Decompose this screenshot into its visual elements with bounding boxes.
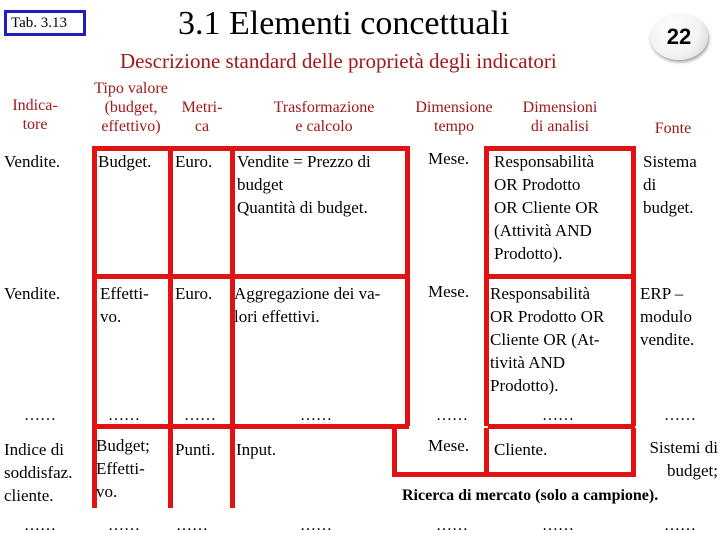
ellipsis: …… [108, 517, 140, 534]
vertical-rule [484, 146, 489, 426]
row1-metrica: Euro. [175, 152, 213, 171]
row1-analisi: Responsabilità OR Prodotto OR Cliente OR (Attività AND Prodotto). [494, 152, 599, 263]
ellipsis: …… [184, 407, 216, 424]
row1-fonte: Sistema di budget. [643, 152, 697, 217]
ellipsis: …… [542, 517, 574, 534]
vertical-rule [405, 146, 410, 426]
row2-metrica: Euro. [175, 284, 213, 303]
row3-fonte-extended: Ricerca di mercato (solo a campione). [402, 487, 659, 504]
ellipsis: …… [24, 517, 56, 534]
ellipsis: …… [664, 407, 696, 424]
row3-trasformazione: Input. [236, 440, 277, 459]
row1-tipo: Budget. [98, 152, 152, 171]
vertical-rule [168, 428, 173, 508]
table-number-label: Tab. 3.13 [4, 10, 86, 36]
row2-indicatore: Vendite. [4, 284, 61, 303]
slide-number-badge: 22 [650, 14, 708, 60]
ellipsis: …… [436, 517, 468, 534]
header-dimensione-tempo: Dimensione tempo [415, 99, 493, 135]
vertical-rule [484, 428, 489, 476]
header-dimensioni-analisi: Dimensioni di analisi [522, 99, 598, 135]
ellipsis: …… [300, 407, 332, 424]
row3-fonte: Sistemi di budget; [649, 438, 718, 480]
row2-fonte: ERP – modulo vendite. [640, 284, 695, 349]
row1-trasformazione: Vendite = Prezzo di budget Quantità di budget. [237, 152, 371, 217]
ellipsis: …… [300, 517, 332, 534]
page-title: 3.1 Elementi concettuali [178, 5, 510, 42]
vertical-rule [631, 146, 636, 426]
header-trasformazione: Trasformazione e calcolo [273, 99, 375, 135]
ellipsis: …… [542, 407, 574, 424]
row1-indicatore: Vendite. [4, 152, 61, 171]
page-subtitle: Descrizione standard delle proprietà degli indicatori [120, 49, 557, 73]
row2-trasformazione: Aggregazione dei va- lori effettivi. [234, 284, 381, 326]
row2-tipo: Effetti- vo. [100, 284, 149, 326]
header-metrica: Metri- ca [181, 99, 223, 135]
ellipsis: …… [24, 407, 56, 424]
horizontal-rule [488, 274, 635, 279]
row3-tipo: Budget; Effetti- vo. [96, 436, 150, 501]
row3-metrica: Punti. [175, 440, 216, 459]
row3-analisi: Cliente. [494, 440, 548, 459]
row1-tempo: Mese. [428, 149, 470, 168]
ellipsis: …… [664, 517, 696, 534]
row3-indicatore: Indice di soddisfaz. cliente. [4, 440, 73, 505]
vertical-rule [230, 428, 235, 508]
vertical-rule [168, 146, 173, 426]
ellipsis: …… [436, 407, 468, 424]
vertical-rule [92, 146, 97, 426]
ellipsis: …… [108, 407, 140, 424]
header-tipo-valore: Tipo valore (budget, effettivo) [94, 80, 168, 135]
row3-tempo: Mese. [428, 436, 470, 455]
header-indicatore: Indica- tore [12, 97, 58, 133]
row2-tempo: Mese. [428, 282, 470, 301]
header-fonte: Fonte [654, 120, 692, 137]
vertical-rule [631, 428, 636, 476]
horizontal-rule [392, 472, 636, 477]
vertical-rule [392, 428, 397, 476]
row2-analisi: Responsabilità OR Prodotto OR Cliente OR (At- tività AND Prodotto). [490, 284, 605, 395]
ellipsis: …… [176, 517, 208, 534]
horizontal-rule [92, 274, 409, 279]
